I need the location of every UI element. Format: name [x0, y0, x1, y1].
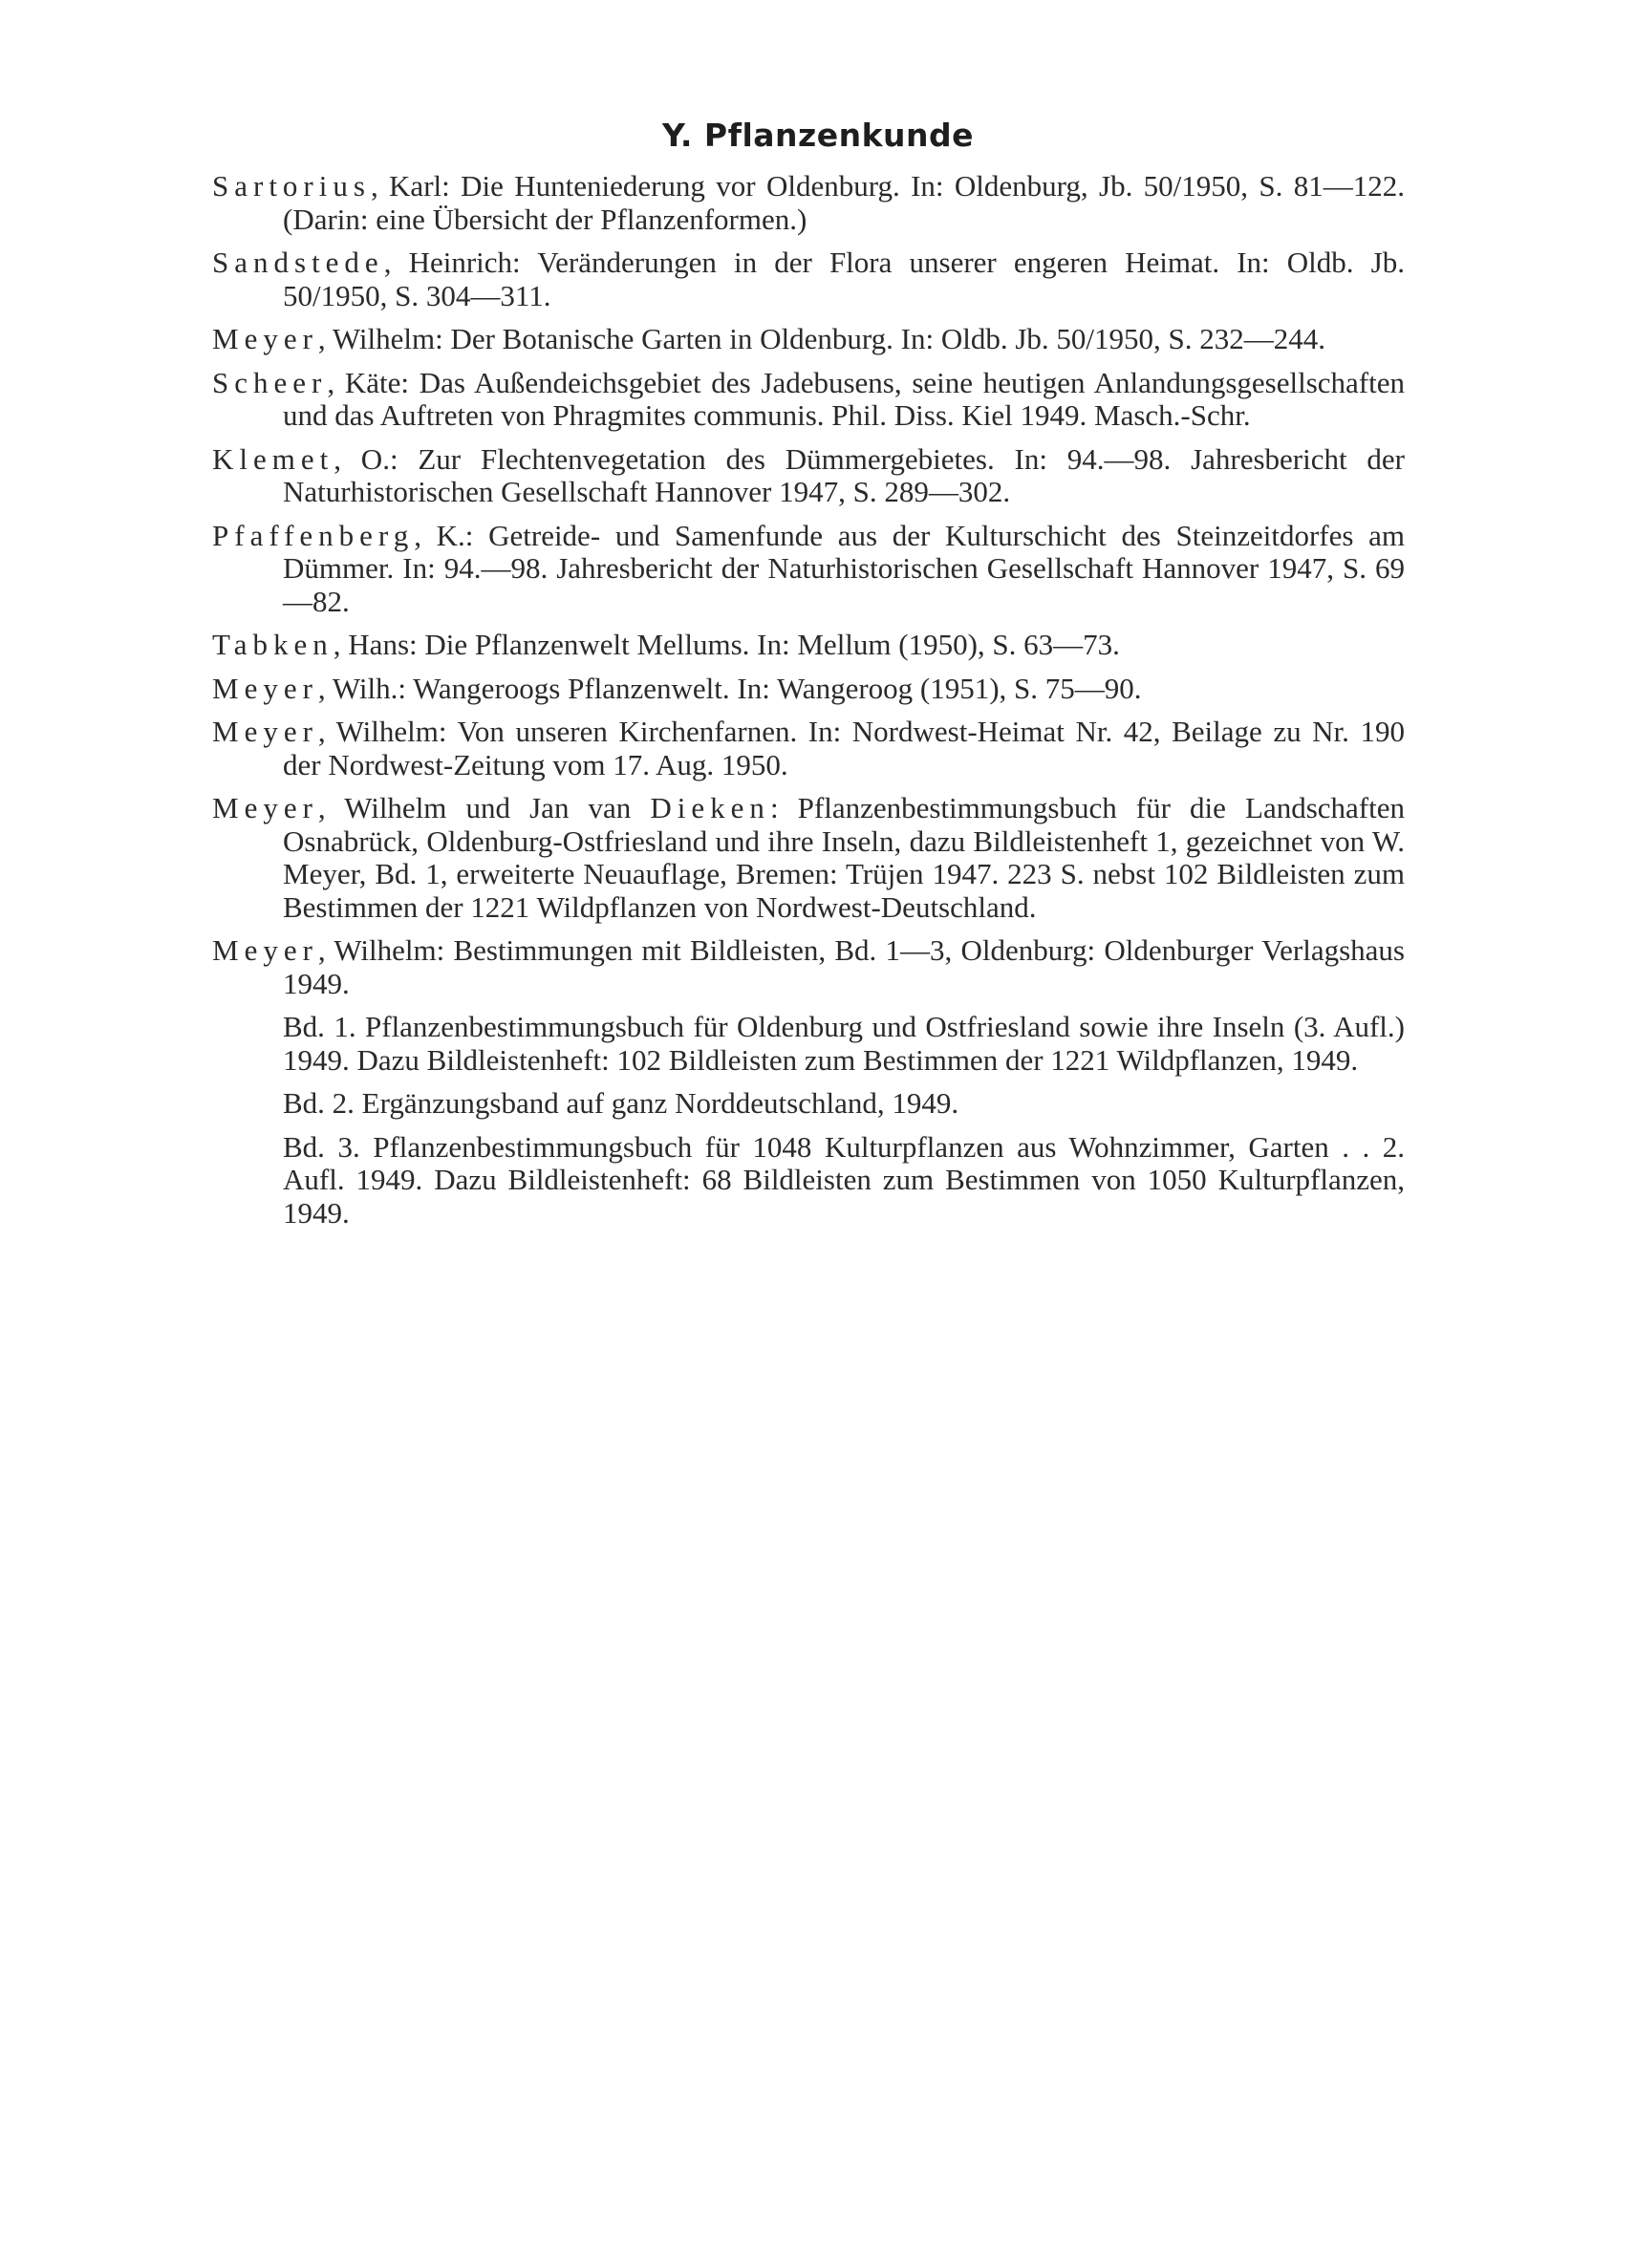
entry-text: , Wilhelm: Der Botanische Garten in Oldenburg. In: Oldb. Jb. 50/1950, S. 232—244. [317, 322, 1325, 355]
bibliography-entry [212, 520, 1405, 619]
entry-text: , Heinrich: Veränderungen in der Flora unserer engeren Heimat. In: Oldb. Jb. 50/1950, S. 304—311. [283, 246, 1405, 312]
bibliography-entry [212, 170, 1405, 236]
volume-subentry: Bd. 3. Pflanzenbestimmungsbuch für 1048 Kulturpflanzen aus Wohnzimmer, Garten . . 2. Aufl. 1949. Dazu Bildleistenheft: 68 Bildleisten zum Bestimmen von 1050 Kulturpflanzen, 1949. [283, 1129, 1405, 1230]
entry-author: Klemet [212, 441, 334, 476]
entry-text: , Wilhelm: Von unseren Kirchenfarnen. In: Nordwest-Heimat Nr. 42, Beilage zu Nr. 190 der Nordwest-Zeitung vom 17. Aug. 1950. [283, 715, 1405, 781]
entry-author: Meyer [212, 671, 318, 705]
entry-coauthor: Dieken [650, 791, 770, 824]
bibliography-entry [212, 716, 1405, 781]
entry-author: Tabken [212, 628, 334, 661]
entry-text: , K.: Getreide- und Samenfunde aus der Kulturschicht des Steinzeitdorfes am Dümmer. In: 94.—98. Jahresbericht der Naturhistorischen Gesellschaft Hannover 1947, S. 69—82. [283, 518, 1405, 618]
entry-text: , O.: Zur Flechtenvegetation des Dümmergebietes. In: 94.—98. Jahresbericht der Naturhistorischen Gesellschaft Hannover 1947, S. 289—302. [283, 441, 1405, 508]
volume-subentry: Bd. 1. Pflanzenbestimmungsbuch für Oldenburg und Ostfriesland sowie ihre Inseln (3. Aufl.) 1949. Dazu Bildleistenheft: 102 Bildleisten zum Bestimmen der 1221 Wildpflanzen, 1949. [283, 1010, 1405, 1077]
bibliography-entry [212, 443, 1405, 509]
bibliography-list [212, 170, 1405, 1240]
entry-text: , Wilh.: Wangeroogs Pflanzenwelt. In: Wangeroog (1951), S. 75—90. [317, 671, 1142, 705]
entry-text: , Karl: Die Hunteniederung vor Oldenburg. In: Oldenburg, Jb. 50/1950, S. 81—122. (Darin: eine Übersicht der Pflanzenformen.) [283, 169, 1405, 236]
bibliography-entry [212, 246, 1405, 312]
bibliography-entry [212, 792, 1405, 924]
entry-author: Meyer [212, 791, 318, 824]
section-heading: Y. Pflanzenkunde [661, 117, 975, 154]
volume-subentry: Bd. 2. Ergänzungsband auf ganz Norddeutschland, 1949. [283, 1086, 959, 1120]
entry-author: Meyer [212, 715, 318, 748]
entry-author: Scheer [212, 365, 328, 399]
bibliography-entry [212, 673, 1405, 706]
entry-text: , Hans: Die Pflanzenwelt Mellums. In: Mellum (1950), S. 63—73. [333, 628, 1120, 661]
bibliography-entry [212, 323, 1405, 356]
bibliography-entry [212, 934, 1405, 1000]
entry-author: Meyer [212, 322, 318, 355]
entry-author: Meyer [212, 933, 318, 967]
entry-text: , Wilhelm: Bestimmungen mit Bildleisten, Bd. 1—3, Oldenburg: Oldenburger Verlagshaus 1949. [283, 933, 1405, 1000]
entry-text-part: , Wilhelm und Jan van [317, 791, 651, 824]
entry-text: : Pflanzenbestimmungsbuch für die Landschaften Osnabrück, Oldenburg-Ostfriesland und ihre Inseln, dazu Bildleistenheft 1, gezeichnet von W. Meyer, Bd. 1, erweiterte Neuauflage, Bremen: Trüjen 1947. 223 S. nebst 102 Bildleisten zum Bestimmen der 1221 Wildpflanzen von Nordwest-Deutschland. [283, 791, 1405, 924]
entry-author: Sandstede [212, 246, 384, 279]
bibliography-entry [212, 629, 1405, 662]
entry-text: , Käte: Das Außendeichsgebiet des Jadebusens, seine heutigen Anlandungsgesellschaften und das Auftreten von Phragmites communis. Phil. Diss. Kiel 1949. Masch.-Schr. [283, 365, 1405, 432]
entry-author: Pfaffenberg [212, 518, 415, 552]
entry-author: Sartorius [212, 169, 371, 203]
bibliography-entry [212, 367, 1405, 433]
